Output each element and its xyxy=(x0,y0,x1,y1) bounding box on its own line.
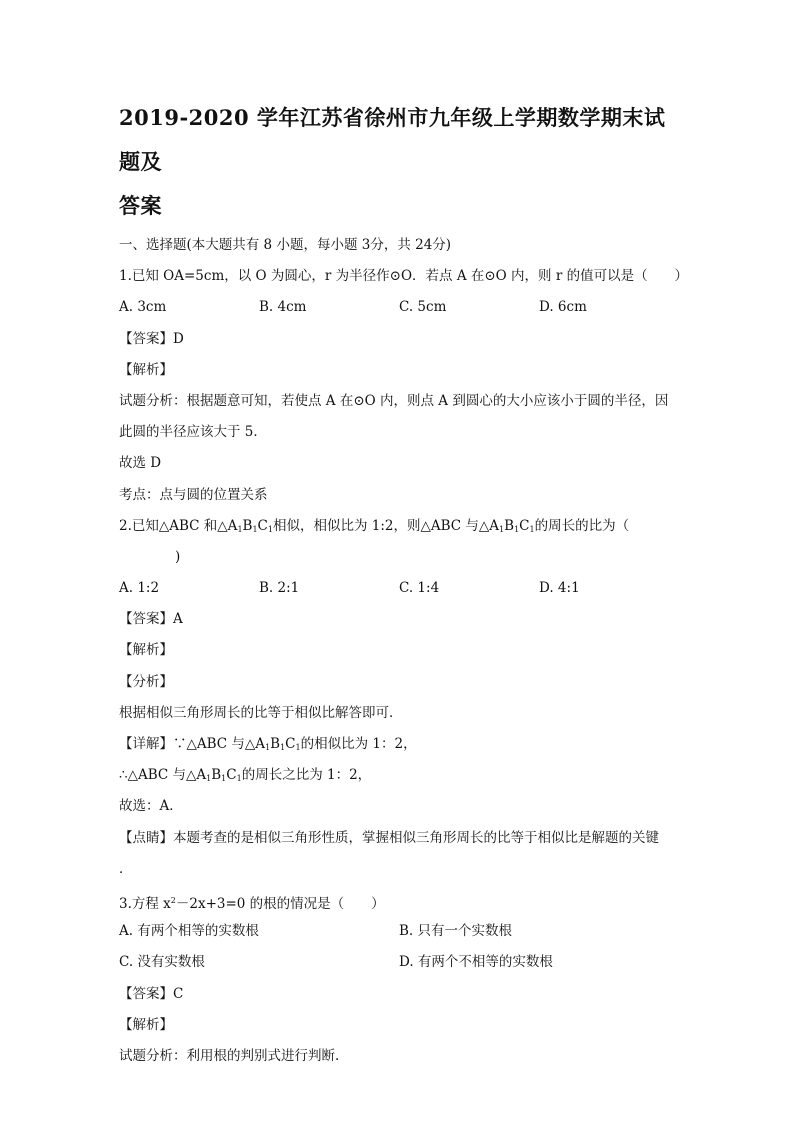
question-1-choice: 故选 D xyxy=(119,455,162,472)
question-2-stem-close: ) xyxy=(175,548,181,565)
title-line-1: 2019-2020 学年江苏省徐州市九年级上学期数学期末试题及 xyxy=(119,105,666,174)
document-page xyxy=(119,96,689,1072)
question-3-analysis: 试题分析：利用根的判别式进行判断. xyxy=(119,1047,340,1064)
question-2-therefore: ∴△ABC 与$\triangle A_1B_1C_1$的周长之比为 1：2， xyxy=(119,767,372,784)
question-3-analysis-label: 【解析】 xyxy=(119,1016,173,1033)
question-2-choice: 故选：A． xyxy=(119,798,183,815)
question-3-options-row-1 xyxy=(119,916,679,947)
option-d: D. 4:1 xyxy=(539,580,580,597)
option-a: A. 有两个相等的实数根 xyxy=(119,923,259,940)
question-1-answer: 【答案】D xyxy=(119,330,184,347)
option-c: C. 没有实数根 xyxy=(119,954,205,971)
question-1-analysis-line-1: 试题分析：根据题意可知，若使点 A 在⊙O 内，则点 A 到圆心的大小应该小于圆的半径，因 xyxy=(119,392,669,409)
option-b: B. 2:1 xyxy=(259,580,300,597)
question-2-dianjing: 【点睛】本题考查的是相似三角形性质，掌握相似三角形周长的比等于相似比是解题的关键 xyxy=(119,829,659,846)
option-c: C. 5cm xyxy=(399,299,447,316)
question-3-answer: 【答案】C xyxy=(119,985,184,1002)
question-1-kaodian: 考点：点与圆的位置关系 xyxy=(119,486,268,503)
question-2-dianjing-end: ． xyxy=(119,860,133,877)
question-3-stem: 3.方程 $x^2-2x+3=0$ 的根的情况是（ ） xyxy=(119,895,385,912)
question-2-analysis-label: 【解析】 xyxy=(119,642,173,659)
option-a: A. 3cm xyxy=(119,299,167,316)
option-d: D. 6cm xyxy=(539,299,587,316)
question-3-options-row-2 xyxy=(119,947,679,978)
option-a: A. 1:2 xyxy=(119,580,160,597)
question-2-fenxi-label: 【分析】 xyxy=(119,673,173,690)
option-b: B. 只有一个实数根 xyxy=(399,923,513,940)
question-2-stem: 2.已知△ABC 和$\triangle A_1B_1C_1$相似，相似比为 1:2，则△ABC 与$\triangle A_1B_1C_1$的周长的比为（ xyxy=(119,517,630,534)
question-2-detail: 【详解】∵△ABC 与$\triangle A_1B_1C_1$的相似比为 1：2， xyxy=(119,736,417,752)
question-2-answer: 【答案】A xyxy=(119,611,183,628)
question-1-stem: 1.已知 OA=5cm，以 O 为圆心，r 为半径作⊙O．若点 A 在⊙O 内，则 r 的值可以是（ ） xyxy=(119,268,689,285)
option-c: C. 1:4 xyxy=(399,580,440,597)
question-1-analysis-line-2: 此圆的半径应该大于 5． xyxy=(119,424,267,441)
question-1-options xyxy=(119,292,679,323)
question-2-options xyxy=(119,573,679,604)
question-1-analysis-label: 【解析】 xyxy=(119,361,173,378)
title-line-2: 答案 xyxy=(119,193,162,218)
question-2-fenxi: 根据相似三角形周长的比等于相似比解答即可． xyxy=(119,704,403,721)
section-heading: 一、选择题(本大题共有 8 小题，每小题 3分，共 24分) xyxy=(119,237,452,253)
document-title xyxy=(119,96,679,228)
option-d: D. 有两个不相等的实数根 xyxy=(399,954,553,971)
option-b: B. 4cm xyxy=(259,299,307,316)
